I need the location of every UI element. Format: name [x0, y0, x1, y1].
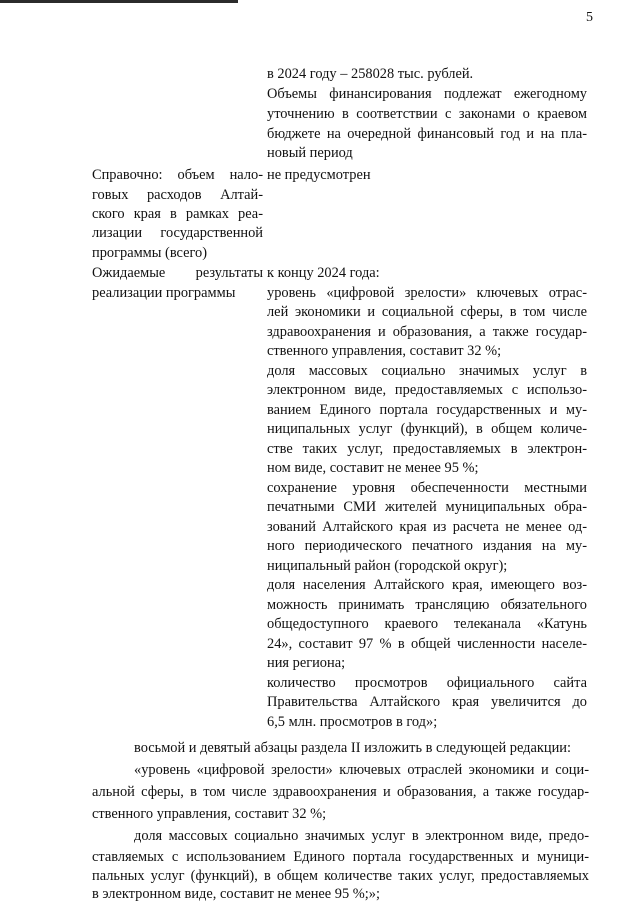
results-line: ниципальный район (городской округ); [267, 558, 508, 574]
results-line: печатными СМИ жителей муниципальных обра- [267, 499, 587, 515]
results-line: к концу 2024 года: [267, 265, 380, 281]
results-line: 6,5 млн. просмотров в год»; [267, 714, 438, 730]
financing-line: Объемы финансирования подлежат ежегодному [267, 86, 587, 102]
row-label-line: Ожидаемые результаты [92, 265, 263, 281]
body-line: альной сферы, в том числе здравоохранения и образования, а также государ- [92, 784, 589, 800]
row-label-line: говых расходов Алтай- [92, 187, 263, 203]
results-line: ственного управления, составит 32 %; [267, 343, 502, 359]
results-line: ванием Единого портала государственных и му- [267, 402, 587, 418]
row-label-line: программы (всего) [92, 245, 208, 261]
results-line: можность принимать трансляцию обязательного [267, 597, 587, 613]
body-line: восьмой и девятый абзацы раздела II изложить в следующей редакции: [134, 740, 571, 756]
body-line: ставляемых с использованием Единого портала государственных и муници- [92, 849, 589, 865]
row-label-line: реализации программы [92, 285, 236, 301]
results-line: Правительства Алтайского края увеличится до [267, 694, 587, 710]
results-line: зований Алтайского края из расчета не менее од- [267, 519, 587, 535]
body-line: ственного управления, составит 32 %; [92, 806, 327, 822]
page-number: 5 [586, 10, 593, 25]
body-line: в электронном виде, составит не менее 95 %;»; [92, 886, 380, 902]
financing-line: уточнению в соответствии с законами о краевом [267, 106, 587, 122]
results-line: 24», составит 97 % в общей численности населе- [267, 636, 587, 652]
results-line: сохранение уровня обеспеченности местными [267, 480, 587, 496]
results-line: электронном виде, предоставляемых с использо- [267, 382, 587, 398]
row-label-line: ского края в рамках реа- [92, 206, 263, 222]
results-line: количество просмотров официального сайта [267, 675, 587, 691]
financing-line: в 2024 году – 258028 тыс. рублей. [267, 66, 474, 82]
financing-line: бюджете на очередной финансовый год и на пла- [267, 126, 587, 142]
scan-edge-line [0, 0, 238, 3]
row-label-line: лизации государственной [92, 225, 263, 241]
results-line: стве таких услуг, предоставляемых в электрон- [267, 441, 587, 457]
body-line: пальных услуг (функций), в общем количестве таких услуг, предоставляемых [92, 868, 589, 884]
results-line: здравоохранения и образования, а также государ- [267, 324, 587, 340]
results-line: общедоступного краевого телеканала «Катунь [267, 616, 587, 632]
results-line: уровень «цифровой зрелости» ключевых отрас- [267, 285, 587, 301]
results-line: доля населения Алтайского края, имеющего воз- [267, 577, 587, 593]
results-line: ного периодического печатного издания на му- [267, 538, 587, 554]
results-line: ном виде, составит не менее 95 %; [267, 460, 479, 476]
financing-line: новый период [267, 145, 353, 161]
row-label-line: Справочно: объем нало- [92, 167, 263, 183]
results-line: доля массовых социально значимых услуг в [267, 363, 587, 379]
results-line: ниципальных услуг (функций), в общем количе- [267, 421, 587, 437]
row-value-line: не предусмотрен [267, 167, 371, 183]
results-line: лей экономики и социальной сферы, в том числе [267, 304, 587, 320]
body-line: «уровень «цифровой зрелости» ключевых отраслей экономики и соци- [134, 762, 589, 778]
body-line: доля массовых социально значимых услуг в электронном виде, предо- [134, 828, 589, 844]
results-line: ния региона; [267, 655, 346, 671]
